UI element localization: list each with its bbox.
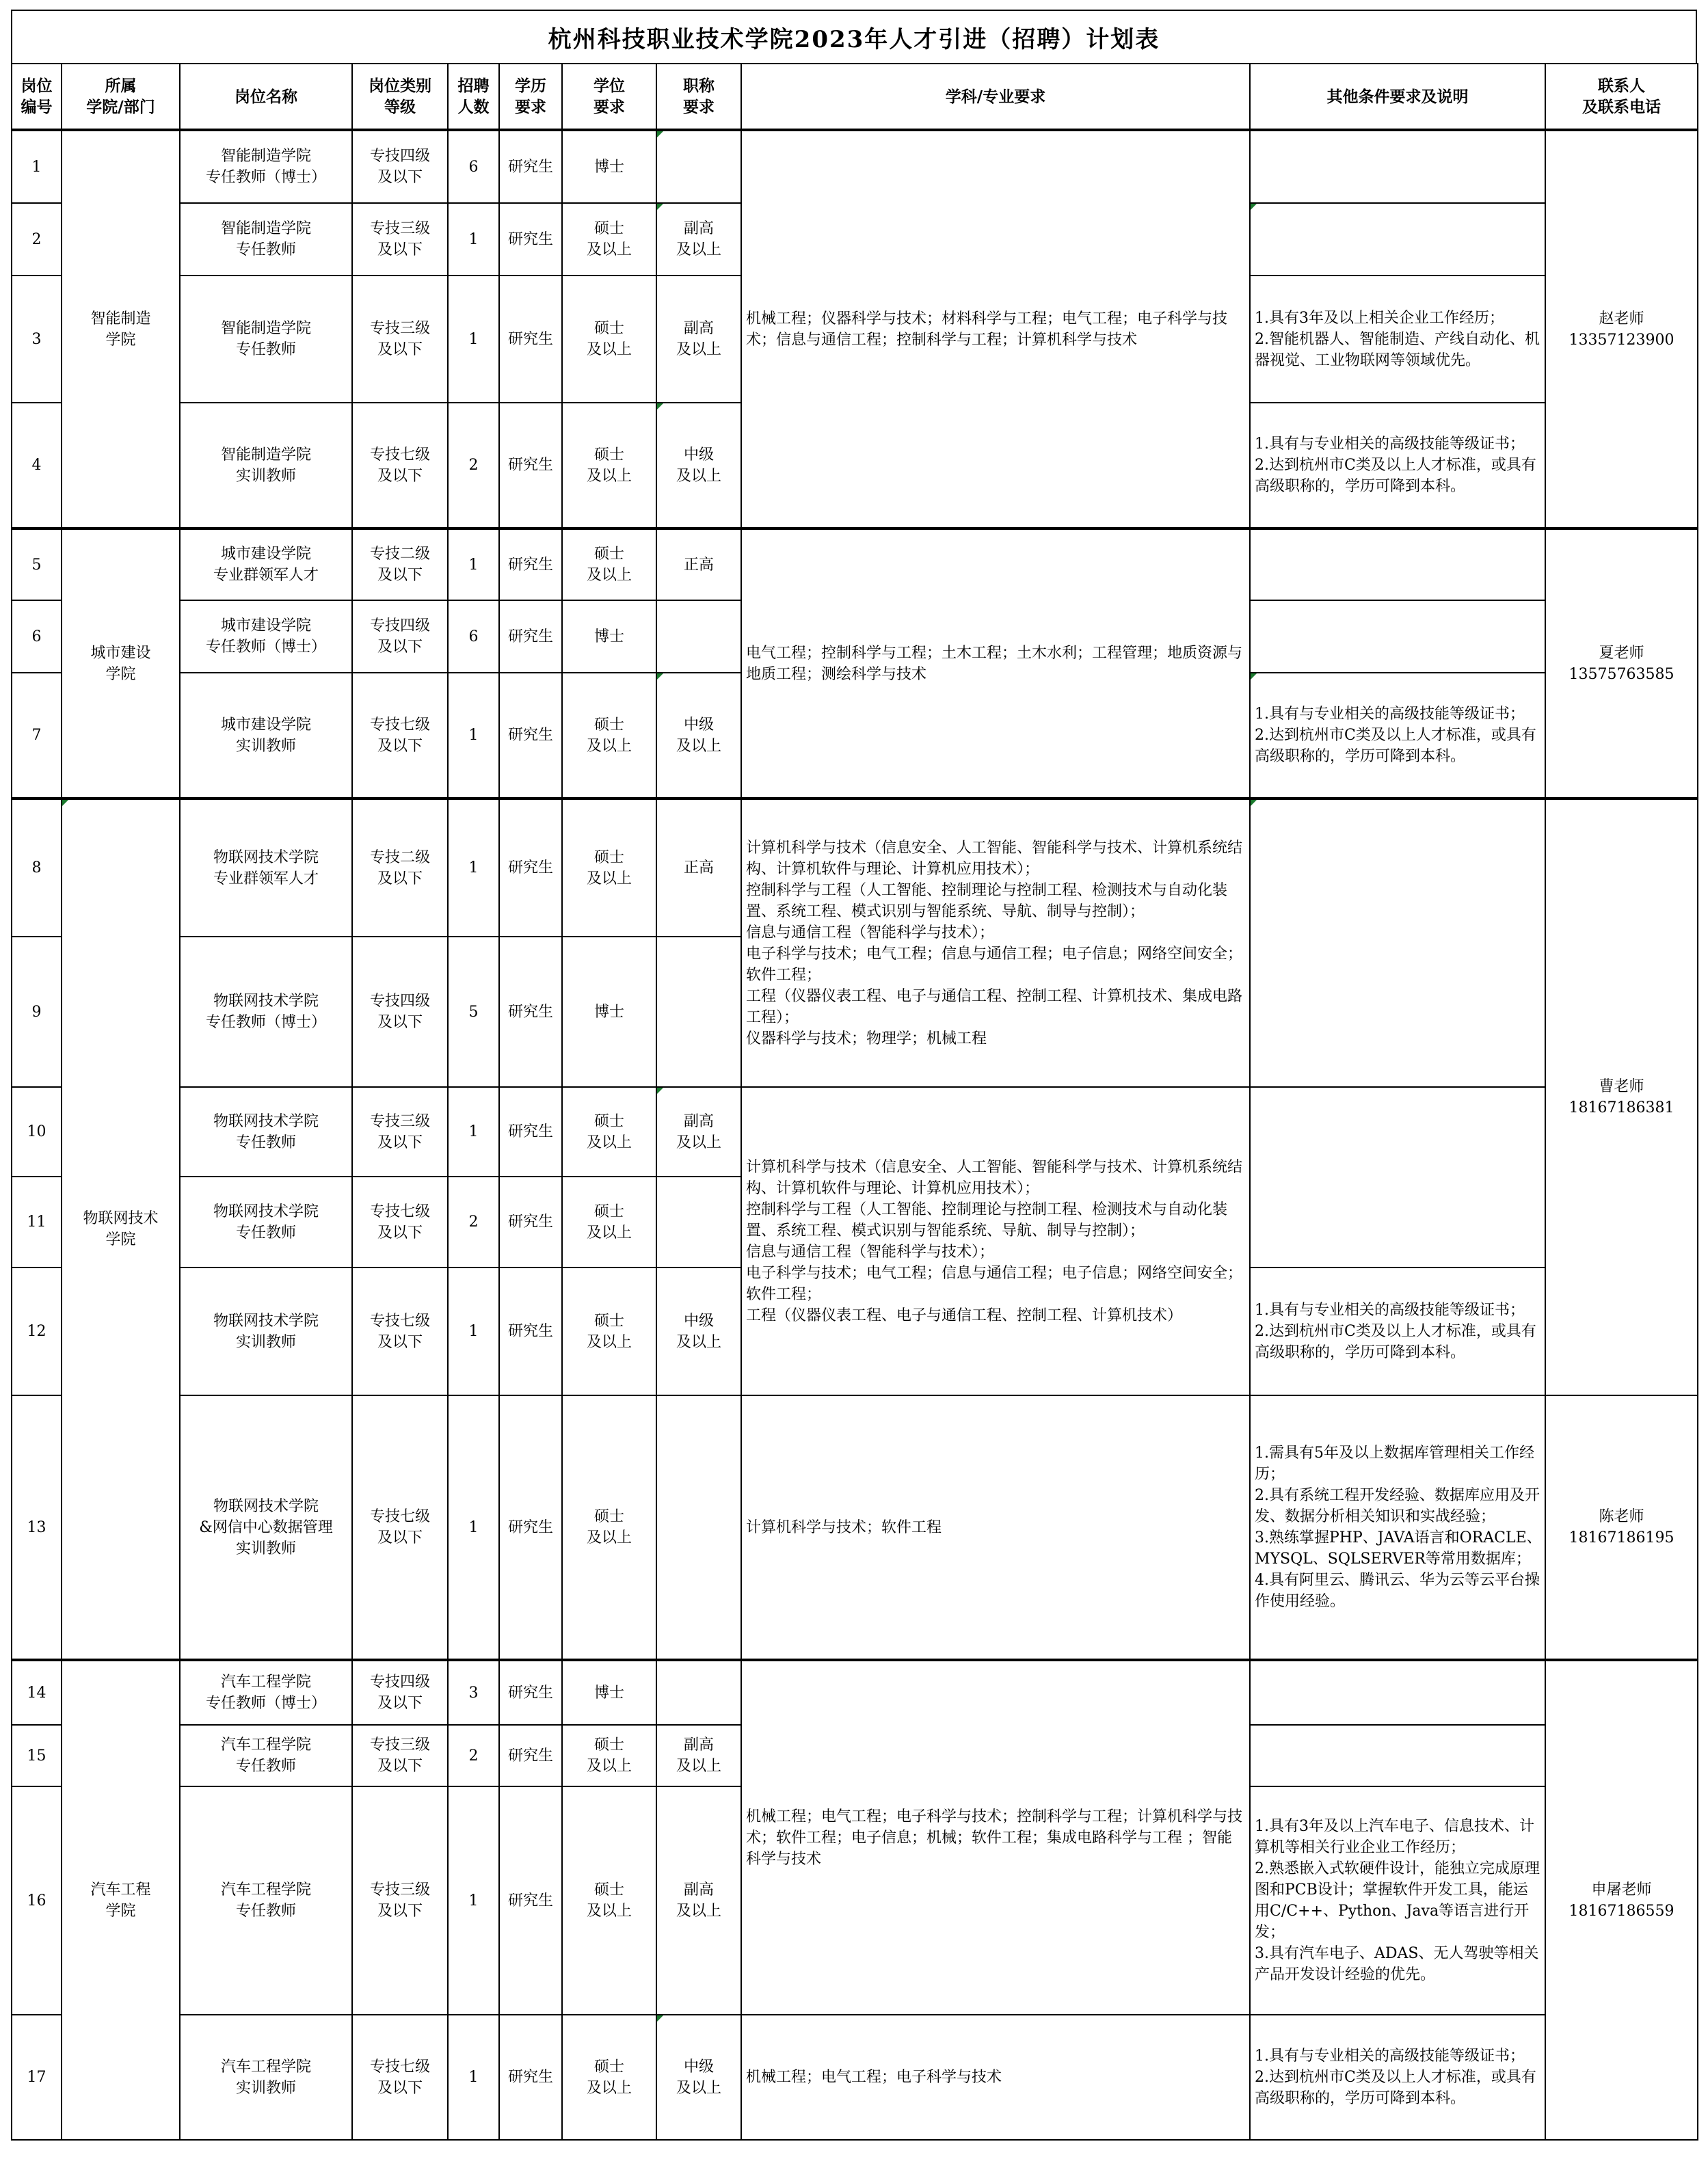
- degree-cell: 博士: [562, 1660, 656, 1725]
- position-name-cell: 物联网技术学院 专任教师（博士）: [180, 937, 352, 1087]
- major-requirement-cell: 电气工程；控制科学与工程；土木工程；土木水利；工程管理；地质资源与地质工程；测绘科学与技术: [741, 528, 1250, 799]
- position-id-cell: 9: [12, 937, 62, 1087]
- position-grade-cell: 专技二级 及以下: [352, 528, 448, 600]
- title-requirement-cell: 正高: [656, 799, 741, 937]
- other-requirement-cell: [1250, 600, 1545, 673]
- position-name-cell: 物联网技术学院 专任教师: [180, 1177, 352, 1268]
- position-id-cell: 6: [12, 600, 62, 673]
- other-requirement-cell: 1.具有3年及以上汽车电子、信息技术、计算机等相关行业企业工作经历； 2.熟悉嵌入式软硬件设计，能独立完成原理图和PCB设计；掌握软件开发工具，能运用C/C++、Python、Java等语言进行开发； 3.具有汽车电子、ADAS、无人驾驶等相关产品开发设计经验的优先。: [1250, 1786, 1545, 2015]
- position-grade-cell: 专技七级 及以下: [352, 1177, 448, 1268]
- headcount-cell: 1: [448, 528, 499, 600]
- title-requirement-cell: 副高 及以上: [656, 203, 741, 276]
- education-cell: 研究生: [499, 1268, 562, 1395]
- degree-cell: 博士: [562, 600, 656, 673]
- department-cell: 城市建设 学院: [62, 528, 180, 799]
- position-id-cell: 15: [12, 1725, 62, 1786]
- header-cell: 招聘 人数: [448, 64, 499, 130]
- headcount-cell: 3: [448, 1660, 499, 1725]
- table-row: [12, 528, 1698, 600]
- department-cell: 汽车工程 学院: [62, 1660, 180, 2140]
- headcount-cell: 1: [448, 1395, 499, 1660]
- header-cell: 其他条件要求及说明: [1250, 64, 1545, 130]
- header-cell: 岗位类别 等级: [352, 64, 448, 130]
- title-requirement-cell: 副高 及以上: [656, 276, 741, 403]
- position-grade-cell: 专技三级 及以下: [352, 1786, 448, 2015]
- headcount-cell: 1: [448, 203, 499, 276]
- position-grade-cell: 专技七级 及以下: [352, 403, 448, 528]
- other-requirement-cell: [1250, 799, 1545, 1087]
- header-cell: 学科/专业要求: [741, 64, 1250, 130]
- education-cell: 研究生: [499, 130, 562, 203]
- education-cell: 研究生: [499, 1395, 562, 1660]
- degree-cell: 硕士 及以上: [562, 1395, 656, 1660]
- position-id-cell: 7: [12, 673, 62, 799]
- education-cell: 研究生: [499, 403, 562, 528]
- contact-cell: 申屠老师 18167186559: [1545, 1660, 1698, 2140]
- table-row: [12, 799, 1698, 937]
- other-requirement-cell: [1250, 1660, 1545, 1725]
- contact-cell: 夏老师 13575763585: [1545, 528, 1698, 799]
- degree-cell: 硕士 及以上: [562, 1177, 656, 1268]
- major-requirement-cell: 机械工程；电气工程；电子科学与技术；控制科学与工程；计算机科学与技术；软件工程；电子信息；机械；软件工程；集成电路科学与工程 ；智能科学与技术: [741, 1660, 1250, 2015]
- position-grade-cell: 专技七级 及以下: [352, 1268, 448, 1395]
- headcount-cell: 6: [448, 130, 499, 203]
- position-name-cell: 汽车工程学院 实训教师: [180, 2015, 352, 2140]
- headcount-cell: 2: [448, 1177, 499, 1268]
- education-cell: 研究生: [499, 600, 562, 673]
- header-cell: 职称 要求: [656, 64, 741, 130]
- position-id-cell: 14: [12, 1660, 62, 1725]
- title-requirement-cell: [656, 937, 741, 1087]
- page-title: 杭州科技职业技术学院2023年人才引进（招聘）计划表: [11, 10, 1697, 63]
- education-cell: 研究生: [499, 673, 562, 799]
- position-name-cell: 城市建设学院 专任教师（博士）: [180, 600, 352, 673]
- degree-cell: 硕士 及以上: [562, 403, 656, 528]
- position-name-cell: 城市建设学院 实训教师: [180, 673, 352, 799]
- other-requirement-cell: [1250, 130, 1545, 203]
- table-row: [12, 1087, 1698, 1177]
- position-grade-cell: 专技二级 及以下: [352, 799, 448, 937]
- header-cell: 岗位名称: [180, 64, 352, 130]
- recruitment-table: [11, 63, 1698, 2141]
- position-grade-cell: 专技三级 及以下: [352, 276, 448, 403]
- title-requirement-cell: [656, 1660, 741, 1725]
- contact-cell: 曹老师 18167186381: [1545, 799, 1698, 1395]
- other-requirement-cell: 1.具有与专业相关的高级技能等级证书； 2.达到杭州市C类及以上人才标准，或具有高级职称的，学历可降到本科。: [1250, 403, 1545, 528]
- position-name-cell: 智能制造学院 专任教师: [180, 276, 352, 403]
- position-id-cell: 3: [12, 276, 62, 403]
- header-cell: 学历 要求: [499, 64, 562, 130]
- position-grade-cell: 专技七级 及以下: [352, 2015, 448, 2140]
- major-requirement-cell: 计算机科学与技术；软件工程: [741, 1395, 1250, 1660]
- education-cell: 研究生: [499, 1660, 562, 1725]
- contact-cell: 陈老师 18167186195: [1545, 1395, 1698, 1660]
- position-id-cell: 17: [12, 2015, 62, 2140]
- degree-cell: 硕士 及以上: [562, 276, 656, 403]
- headcount-cell: 2: [448, 403, 499, 528]
- title-requirement-cell: 中级 及以上: [656, 2015, 741, 2140]
- position-name-cell: 物联网技术学院 专任教师: [180, 1087, 352, 1177]
- position-id-cell: 13: [12, 1395, 62, 1660]
- position-name-cell: 智能制造学院 实训教师: [180, 403, 352, 528]
- degree-cell: 硕士 及以上: [562, 673, 656, 799]
- headcount-cell: 1: [448, 799, 499, 937]
- headcount-cell: 6: [448, 600, 499, 673]
- education-cell: 研究生: [499, 799, 562, 937]
- position-grade-cell: 专技四级 及以下: [352, 1660, 448, 1725]
- contact-cell: 赵老师 13357123900: [1545, 130, 1698, 528]
- degree-cell: 博士: [562, 937, 656, 1087]
- other-requirement-cell: [1250, 1087, 1545, 1268]
- table-row: [12, 130, 1698, 203]
- position-id-cell: 11: [12, 1177, 62, 1268]
- degree-cell: 硕士 及以上: [562, 1725, 656, 1786]
- education-cell: 研究生: [499, 1786, 562, 2015]
- title-requirement-cell: [656, 1395, 741, 1660]
- position-id-cell: 2: [12, 203, 62, 276]
- position-name-cell: 物联网技术学院 实训教师: [180, 1268, 352, 1395]
- major-requirement-cell: 计算机科学与技术（信息安全、人工智能、智能科学与技术、计算机系统结构、计算机软件与理论、计算机应用技术）； 控制科学与工程（人工智能、控制理论与控制工程、检测技术与自动化装置、系统工程、模式识别与智能系统、导航、制导与控制）； 信息与通信工程（智能科学与技术）； 电子科学与技术；电气工程；信息与通信工程；电子信息；网络空间安全；软件工程； 工程（仪器仪表工程、电子与通信工程、控制工程、计算机技术、集成电路工程）； 仪器科学与技术；物理学；机械工程: [741, 799, 1250, 1087]
- department-cell: 智能制造 学院: [62, 130, 180, 528]
- title-requirement-cell: [656, 600, 741, 673]
- education-cell: 研究生: [499, 937, 562, 1087]
- position-name-cell: 汽车工程学院 专任教师（博士）: [180, 1660, 352, 1725]
- department-cell: 物联网技术 学院: [62, 799, 180, 1660]
- position-id-cell: 1: [12, 130, 62, 203]
- other-requirement-cell: 1.具有与专业相关的高级技能等级证书； 2.达到杭州市C类及以上人才标准，或具有高级职称的，学历可降到本科。: [1250, 2015, 1545, 2140]
- education-cell: 研究生: [499, 1725, 562, 1786]
- degree-cell: 硕士 及以上: [562, 203, 656, 276]
- education-cell: 研究生: [499, 276, 562, 403]
- headcount-cell: 1: [448, 1786, 499, 2015]
- other-requirement-cell: 1.具有3年及以上相关企业工作经历； 2.智能机器人、智能制造、产线自动化、机器视觉、工业物联网等领域优先。: [1250, 276, 1545, 403]
- headcount-cell: 1: [448, 2015, 499, 2140]
- title-requirement-cell: 正高: [656, 528, 741, 600]
- headcount-cell: 1: [448, 1268, 499, 1395]
- position-name-cell: 物联网技术学院 &网信中心数据管理 实训教师: [180, 1395, 352, 1660]
- position-id-cell: 10: [12, 1087, 62, 1177]
- degree-cell: 硕士 及以上: [562, 528, 656, 600]
- position-name-cell: 城市建设学院 专业群领军人才: [180, 528, 352, 600]
- position-grade-cell: 专技三级 及以下: [352, 1087, 448, 1177]
- other-requirement-cell: [1250, 528, 1545, 600]
- header-cell: 岗位 编号: [12, 64, 62, 130]
- major-requirement-cell: 计算机科学与技术（信息安全、人工智能、智能科学与技术、计算机系统结构、计算机软件与理论、计算机应用技术）； 控制科学与工程（人工智能、控制理论与控制工程、检测技术与自动化装置、系统工程、模式识别与智能系统、导航、制导与控制）； 信息与通信工程（智能科学与技术）； 电子科学与技术；电气工程；信息与通信工程；电子信息；网络空间安全；软件工程； 工程（仪器仪表工程、电子与通信工程、控制工程、计算机技术）: [741, 1087, 1250, 1395]
- title-requirement-cell: [656, 130, 741, 203]
- education-cell: 研究生: [499, 2015, 562, 2140]
- header-cell: 联系人 及联系电话: [1545, 64, 1698, 130]
- position-id-cell: 16: [12, 1786, 62, 2015]
- degree-cell: 硕士 及以上: [562, 799, 656, 937]
- position-grade-cell: 专技四级 及以下: [352, 937, 448, 1087]
- position-id-cell: 5: [12, 528, 62, 600]
- other-requirement-cell: 1.需具有5年及以上数据库管理相关工作经历； 2.具有系统工程开发经验、数据库应用及开发、数据分析相关知识和实战经验； 3.熟练掌握PHP、JAVA语言和ORACLE、MYSQL、SQLSERVER等常用数据库； 4.具有阿里云、腾讯云、华为云等云平台操作使用经验。: [1250, 1395, 1545, 1660]
- header-cell: 学位 要求: [562, 64, 656, 130]
- major-requirement-cell: 机械工程；电气工程；电子科学与技术: [741, 2015, 1250, 2140]
- education-cell: 研究生: [499, 1177, 562, 1268]
- headcount-cell: 2: [448, 1725, 499, 1786]
- position-id-cell: 12: [12, 1268, 62, 1395]
- table-row: [12, 1395, 1698, 1660]
- degree-cell: 硕士 及以上: [562, 1268, 656, 1395]
- headcount-cell: 5: [448, 937, 499, 1087]
- degree-cell: 硕士 及以上: [562, 1087, 656, 1177]
- position-grade-cell: 专技七级 及以下: [352, 673, 448, 799]
- position-name-cell: 汽车工程学院 专任教师: [180, 1786, 352, 2015]
- position-grade-cell: 专技三级 及以下: [352, 1725, 448, 1786]
- position-name-cell: 物联网技术学院 专业群领军人才: [180, 799, 352, 937]
- title-requirement-cell: 中级 及以上: [656, 1268, 741, 1395]
- header-cell: 所属 学院/部门: [62, 64, 180, 130]
- title-requirement-cell: 副高 及以上: [656, 1087, 741, 1177]
- position-grade-cell: 专技三级 及以下: [352, 203, 448, 276]
- position-name-cell: 智能制造学院 专任教师（博士）: [180, 130, 352, 203]
- title-requirement-cell: [656, 1177, 741, 1268]
- major-requirement-cell: 机械工程；仪器科学与技术；材料科学与工程；电气工程；电子科学与技术；信息与通信工程；控制科学与工程；计算机科学与技术: [741, 130, 1250, 528]
- position-grade-cell: 专技四级 及以下: [352, 600, 448, 673]
- title-requirement-cell: 副高 及以上: [656, 1725, 741, 1786]
- other-requirement-cell: 1.具有与专业相关的高级技能等级证书； 2.达到杭州市C类及以上人才标准，或具有高级职称的，学历可降到本科。: [1250, 673, 1545, 799]
- position-grade-cell: 专技四级 及以下: [352, 130, 448, 203]
- education-cell: 研究生: [499, 528, 562, 600]
- table-row: [12, 1660, 1698, 1725]
- position-name-cell: 智能制造学院 专任教师: [180, 203, 352, 276]
- position-name-cell: 汽车工程学院 专任教师: [180, 1725, 352, 1786]
- education-cell: 研究生: [499, 203, 562, 276]
- headcount-cell: 1: [448, 1087, 499, 1177]
- headcount-cell: 1: [448, 276, 499, 403]
- header-row: [12, 64, 1698, 130]
- headcount-cell: 1: [448, 673, 499, 799]
- other-requirement-cell: [1250, 1725, 1545, 1786]
- recruitment-plan-sheet: [11, 10, 1697, 2148]
- title-requirement-cell: 中级 及以上: [656, 403, 741, 528]
- other-requirement-cell: [1250, 203, 1545, 276]
- position-id-cell: 8: [12, 799, 62, 937]
- position-grade-cell: 专技七级 及以下: [352, 1395, 448, 1660]
- degree-cell: 博士: [562, 130, 656, 203]
- degree-cell: 硕士 及以上: [562, 2015, 656, 2140]
- table-row: [12, 2015, 1698, 2140]
- degree-cell: 硕士 及以上: [562, 1786, 656, 2015]
- education-cell: 研究生: [499, 1087, 562, 1177]
- title-requirement-cell: 中级 及以上: [656, 673, 741, 799]
- title-requirement-cell: 副高 及以上: [656, 1786, 741, 2015]
- other-requirement-cell: 1.具有与专业相关的高级技能等级证书； 2.达到杭州市C类及以上人才标准，或具有高级职称的，学历可降到本科。: [1250, 1268, 1545, 1395]
- position-id-cell: 4: [12, 403, 62, 528]
